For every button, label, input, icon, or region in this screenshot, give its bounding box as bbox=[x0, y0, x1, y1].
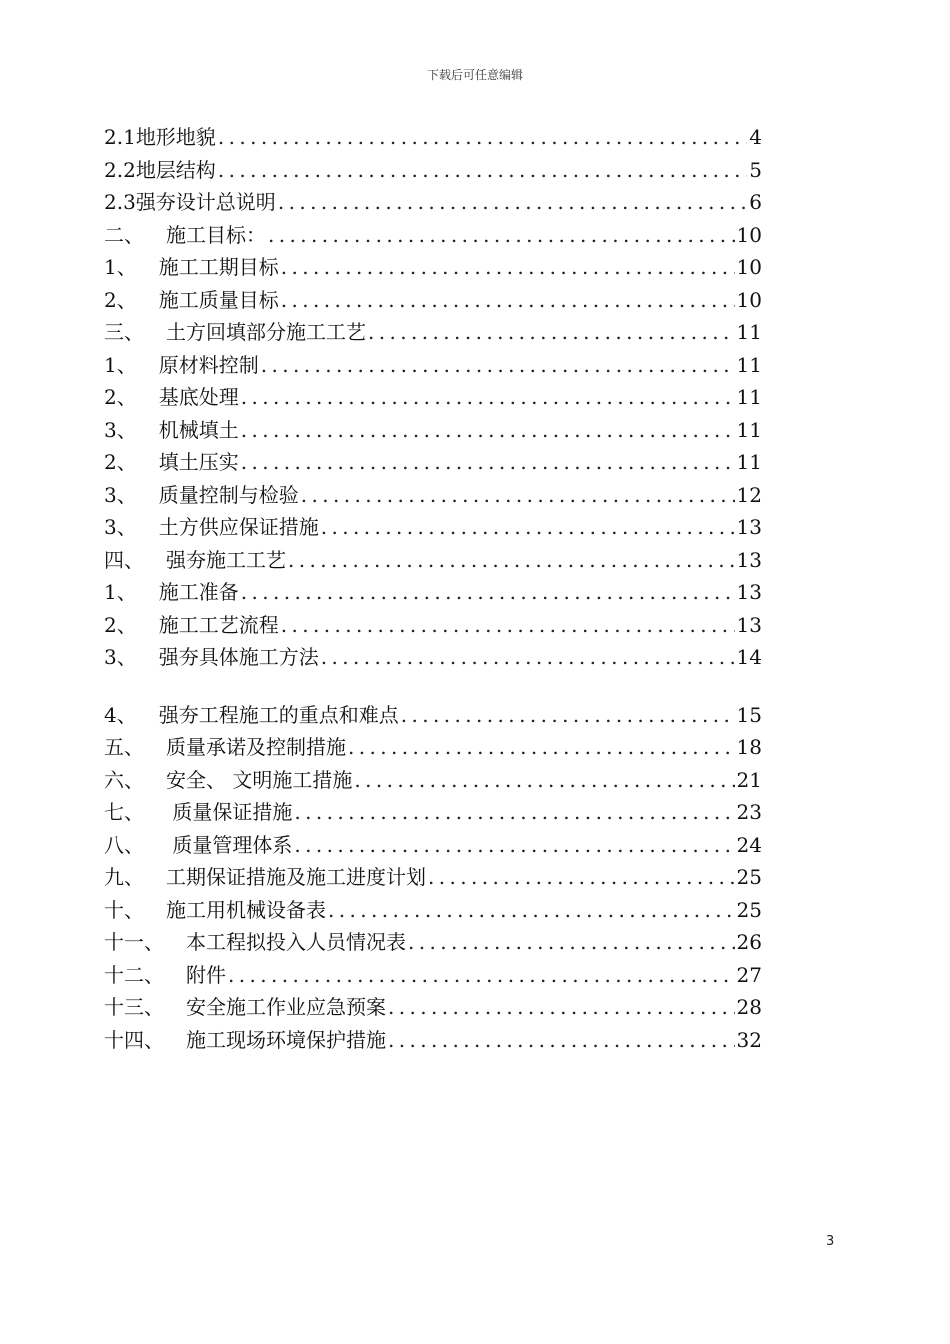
toc-entry-title: 质量控制与检验 bbox=[158, 482, 299, 507]
toc-entry-number: 四、 bbox=[104, 547, 144, 572]
toc-entry-page: 11 bbox=[736, 450, 762, 474]
toc-entry-number: 1、 bbox=[104, 352, 137, 377]
toc-entry-title: 强夯施工工艺 bbox=[166, 547, 286, 572]
toc-entry-page: 13 bbox=[736, 515, 762, 539]
toc-entry-number: 1、 bbox=[104, 580, 137, 604]
toc-entry-title: 施工工期目标 bbox=[158, 255, 279, 279]
toc-dot-leader bbox=[321, 641, 735, 674]
toc-entry-page: 13 bbox=[736, 547, 762, 572]
toc-dot-leader bbox=[241, 414, 735, 447]
toc-entry-number: 十四、 bbox=[104, 1027, 164, 1052]
toc-entry-title: 土方供应保证措施 bbox=[158, 515, 319, 539]
toc-entry-title: 地层结构 bbox=[135, 157, 216, 182]
toc-dot-leader bbox=[388, 991, 735, 1024]
toc-dot-leader bbox=[354, 764, 734, 797]
toc-entry-title: 机械填土 bbox=[158, 417, 239, 442]
toc-dot-leader bbox=[261, 349, 735, 382]
toc-dot-leader bbox=[294, 829, 734, 862]
toc-entry-page: 11 bbox=[736, 417, 762, 442]
toc-entry[interactable] bbox=[104, 894, 762, 927]
toc-entry-number: 2、 bbox=[104, 612, 137, 637]
toc-entry-page: 26 bbox=[736, 930, 762, 954]
toc-entry-number: 3、 bbox=[104, 645, 137, 669]
toc-entry[interactable] bbox=[104, 381, 762, 414]
toc-entry[interactable] bbox=[104, 251, 762, 284]
toc-entry-number: 二、 bbox=[104, 222, 144, 247]
toc-entry-page: 21 bbox=[736, 767, 762, 792]
page-number: 3 bbox=[826, 1234, 835, 1249]
toc-entry-title: 施工用机械设备表 bbox=[166, 897, 326, 922]
toc-dot-leader bbox=[288, 544, 735, 577]
toc-entry-title: 强夯设计总说明 bbox=[135, 190, 276, 214]
toc-entry-title: 强夯具体施工方法 bbox=[158, 645, 319, 669]
toc-dot-leader bbox=[278, 186, 747, 219]
toc-entry[interactable] bbox=[104, 349, 762, 382]
toc-entry-page: 32 bbox=[736, 1027, 762, 1052]
toc-entry-number: 2、 bbox=[104, 450, 137, 474]
toc-entry-page: 10 bbox=[736, 287, 762, 312]
toc-entry-title: 工期保证措施及施工进度计划 bbox=[166, 865, 426, 889]
toc-entry-number: 五、 bbox=[104, 735, 144, 759]
toc-entry-number: 3、 bbox=[104, 515, 137, 539]
toc-entry-page: 13 bbox=[736, 612, 762, 637]
toc-entry-page: 27 bbox=[736, 962, 762, 987]
toc-dot-leader bbox=[408, 926, 735, 959]
toc-entry-page: 5 bbox=[749, 157, 762, 182]
toc-dot-leader bbox=[388, 1024, 735, 1057]
toc-entry-number: 六、 bbox=[104, 767, 144, 792]
toc-entry-page: 15 bbox=[736, 702, 762, 727]
toc-entry-page: 25 bbox=[736, 897, 762, 922]
toc-dot-leader bbox=[401, 699, 735, 732]
table-of-contents bbox=[104, 121, 762, 1056]
toc-entry-page: 6 bbox=[749, 190, 762, 214]
toc-entry-page: 18 bbox=[736, 735, 762, 759]
toc-dot-leader bbox=[328, 894, 735, 927]
toc-entry-number: 2.1 bbox=[104, 125, 136, 149]
toc-entry[interactable] bbox=[104, 959, 762, 992]
toc-entry[interactable] bbox=[104, 829, 762, 862]
toc-entry[interactable] bbox=[104, 991, 762, 1024]
toc-entry[interactable] bbox=[104, 796, 762, 829]
toc-entry-title: 安全施工作业应急预案 bbox=[186, 995, 386, 1019]
toc-entry-page: 11 bbox=[736, 320, 762, 344]
toc-entry-page: 12 bbox=[736, 482, 762, 507]
toc-entry-page: 10 bbox=[736, 222, 762, 247]
toc-dot-leader bbox=[428, 861, 735, 894]
toc-entry[interactable] bbox=[104, 641, 762, 674]
toc-dot-leader bbox=[241, 576, 735, 609]
toc-entry-number: 七、 bbox=[104, 800, 144, 824]
toc-entry[interactable] bbox=[104, 446, 762, 479]
toc-dot-leader bbox=[218, 121, 747, 154]
toc-entry-page: 10 bbox=[736, 255, 762, 279]
toc-entry[interactable] bbox=[104, 861, 762, 894]
toc-entry-number: 4、 bbox=[104, 702, 137, 727]
toc-entry[interactable] bbox=[104, 576, 762, 609]
toc-dot-leader bbox=[281, 251, 735, 284]
toc-entry-title: 强夯工程施工的重点和难点 bbox=[158, 702, 399, 727]
toc-dot-leader bbox=[218, 154, 747, 187]
toc-entry-number: 3、 bbox=[104, 482, 137, 507]
toc-entry-title: 施工目标： bbox=[166, 222, 266, 247]
toc-dot-leader bbox=[301, 479, 735, 512]
toc-entry-title: 原材料控制 bbox=[158, 352, 259, 377]
toc-entry-number: 2.3 bbox=[104, 190, 136, 214]
toc-entry-number: 十、 bbox=[104, 897, 144, 922]
toc-entry[interactable] bbox=[104, 699, 762, 732]
toc-entry-page: 11 bbox=[736, 385, 762, 409]
toc-entry-page: 4 bbox=[749, 125, 762, 149]
toc-entry-number: 1、 bbox=[104, 255, 137, 279]
toc-entry[interactable] bbox=[104, 154, 762, 187]
toc-entry-number: 十一、 bbox=[104, 930, 164, 954]
toc-entry-page: 14 bbox=[736, 645, 762, 669]
toc-entry[interactable] bbox=[104, 479, 762, 512]
toc-entry-number: 3、 bbox=[104, 417, 137, 442]
toc-dot-leader bbox=[348, 731, 735, 764]
toc-entry-page: 23 bbox=[736, 800, 762, 824]
toc-entry-title: 施工准备 bbox=[158, 580, 239, 604]
toc-entry-title: 填土压实 bbox=[158, 450, 239, 474]
toc-entry-number: 十三、 bbox=[104, 995, 164, 1019]
toc-entry-number: 八、 bbox=[104, 832, 144, 857]
toc-entry-number: 三、 bbox=[104, 320, 144, 344]
toc-dot-leader bbox=[368, 316, 735, 349]
toc-entry-title: 土方回填部分施工工艺 bbox=[166, 320, 366, 344]
toc-dot-leader bbox=[268, 219, 735, 252]
toc-entry[interactable] bbox=[104, 544, 762, 577]
toc-dot-leader bbox=[281, 609, 735, 642]
toc-entry-page: 28 bbox=[736, 995, 762, 1019]
toc-entry[interactable] bbox=[104, 219, 762, 252]
toc-entry-page: 24 bbox=[736, 832, 762, 857]
toc-entry-title: 本工程拟投入人员情况表 bbox=[186, 930, 406, 954]
toc-dot-leader bbox=[321, 511, 735, 544]
toc-dot-leader bbox=[241, 446, 735, 479]
toc-entry-title: 质量管理体系 bbox=[166, 832, 293, 857]
toc-entry[interactable] bbox=[104, 121, 762, 154]
toc-entry[interactable] bbox=[104, 1024, 762, 1057]
page-header: 下载后可任意编辑 bbox=[426, 68, 523, 82]
toc-entry-title: 施工质量目标 bbox=[158, 287, 279, 312]
toc-entry[interactable] bbox=[104, 316, 762, 349]
toc-entry-number: 九、 bbox=[104, 865, 144, 889]
toc-entry-number: 十二、 bbox=[104, 962, 164, 987]
toc-entry-number: 2、 bbox=[104, 385, 137, 409]
toc-entry-page: 13 bbox=[736, 580, 762, 604]
toc-entry-title: 施工现场环境保护措施 bbox=[186, 1027, 386, 1052]
toc-entry[interactable] bbox=[104, 764, 762, 797]
toc-entry-number: 2、 bbox=[104, 287, 137, 312]
toc-entry-title: 安全、 文明施工措施 bbox=[166, 767, 353, 792]
toc-entry[interactable] bbox=[104, 511, 762, 544]
toc-entry[interactable] bbox=[104, 284, 762, 317]
toc-dot-leader bbox=[228, 959, 735, 992]
toc-entry[interactable] bbox=[104, 926, 762, 959]
toc-entry-number: 2.2 bbox=[104, 157, 136, 182]
toc-entry[interactable] bbox=[104, 186, 762, 219]
toc-entry-title: 附件 bbox=[186, 962, 226, 987]
toc-entry-title: 施工工艺流程 bbox=[158, 612, 279, 637]
toc-entry-title: 质量保证措施 bbox=[166, 800, 293, 824]
toc-entry-page: 25 bbox=[736, 865, 762, 889]
toc-entry-title: 基底处理 bbox=[158, 385, 239, 409]
toc-entry[interactable] bbox=[104, 609, 762, 642]
toc-entry-title: 质量承诺及控制措施 bbox=[166, 735, 346, 759]
toc-dot-leader bbox=[294, 796, 734, 829]
toc-dot-leader bbox=[241, 381, 735, 414]
toc-entry-title: 地形地貌 bbox=[135, 125, 216, 149]
toc-dot-leader bbox=[281, 284, 735, 317]
toc-entry[interactable] bbox=[104, 414, 762, 447]
toc-entry[interactable] bbox=[104, 731, 762, 764]
toc-entry-page: 11 bbox=[736, 352, 762, 377]
